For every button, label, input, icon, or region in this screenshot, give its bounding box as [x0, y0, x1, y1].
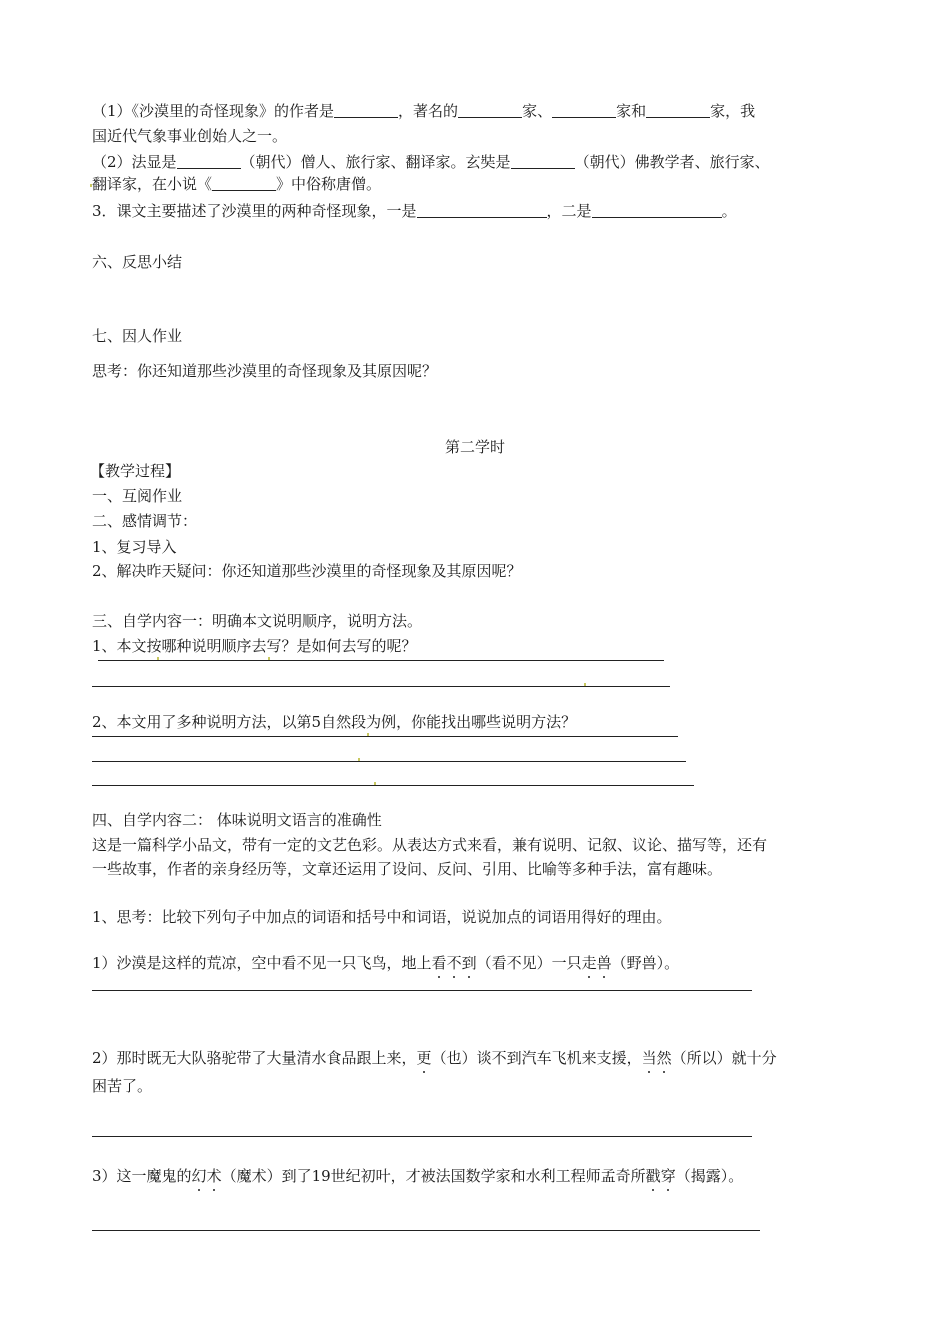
example-1-text-b: （看不见）一只 — [476, 954, 582, 972]
dotted-word: 术 — [206, 1167, 222, 1185]
answer-line[interactable] — [92, 990, 752, 991]
question-2-text-e: 》中俗称唐僧。 — [276, 175, 382, 193]
answer-line[interactable] — [98, 660, 664, 661]
example-sentence-1 — [92, 953, 679, 973]
example-3-text-b: （魔术）到了19世纪初叶，才被法国数学家和水利工程师孟奇所 — [221, 1167, 646, 1185]
answer-blank-author[interactable] — [334, 101, 398, 118]
dotted-word: 看 — [431, 954, 447, 972]
section-3-question-1: 1、本文按哪种说明顺序去写？是如何去写的呢？ — [92, 637, 417, 655]
answer-blank-field-1[interactable] — [458, 101, 522, 118]
answer-blank-phenomenon-2[interactable] — [592, 201, 722, 218]
question-3-text-b: ，二是 — [546, 202, 592, 220]
dotted-word: 到 — [461, 954, 477, 972]
dotted-word: 当 — [641, 1049, 657, 1067]
section-2-item-1: 1、复习导入 — [92, 538, 177, 556]
scan-mark — [268, 657, 270, 660]
example-sentence-2-line-2: 困苦了。 — [92, 1077, 153, 1095]
question-2-line-1 — [92, 152, 770, 172]
example-3-text-a: 3）这一魔鬼的 — [92, 1167, 192, 1185]
dotted-word: 穿 — [660, 1167, 676, 1185]
dotted-word: 戳 — [645, 1167, 661, 1185]
section-homework-heading: 七、因人作业 — [92, 327, 183, 345]
question-2-text-d: 翻译家，在小说《 — [92, 175, 213, 193]
example-2-text-b: （也）谈不到汽车飞机来支援， — [431, 1049, 642, 1067]
scan-mark — [367, 733, 369, 736]
section-4-heading: 四、自学内容二： 体味说明文语言的准确性 — [92, 811, 382, 829]
answer-line[interactable] — [92, 785, 694, 786]
question-1-line-2: 国近代气象事业创始人之一。 — [92, 127, 288, 145]
dotted-word: 幻 — [191, 1167, 207, 1185]
section-reflection-heading: 六、反思小结 — [92, 253, 183, 271]
example-sentence-2 — [92, 1048, 777, 1068]
question-3-text-a: 3．课文主要描述了沙漠里的两种奇怪现象，一是 — [92, 202, 417, 220]
question-1-text-b: ，著名的 — [398, 102, 459, 120]
question-2-text-a: （2）法显是 — [92, 153, 177, 171]
dotted-word: 走 — [581, 954, 597, 972]
answer-line[interactable] — [92, 686, 670, 687]
example-2-text-c: （所以）就十分 — [671, 1049, 777, 1067]
answer-line[interactable] — [92, 1136, 752, 1137]
question-2-line-2 — [92, 174, 381, 194]
answer-blank-novel-title[interactable] — [212, 174, 276, 191]
scan-mark — [90, 184, 92, 187]
question-1-text-e: 家，我 — [710, 102, 756, 120]
example-1-text-a: 1）沙漠是这样的荒凉，空中看不见一只飞鸟，地上 — [92, 954, 432, 972]
dotted-word: 更 — [416, 1049, 432, 1067]
section-3-question-2: 2、本文用了多种说明方法，以第5自然段为例，你能找出哪些说明方法？ — [92, 713, 577, 731]
answer-line[interactable] — [92, 761, 686, 762]
answer-blank-faxian-dynasty[interactable] — [177, 152, 241, 169]
scan-mark — [374, 782, 376, 785]
dotted-word: 然 — [656, 1049, 672, 1067]
answer-blank-xuanzang-dynasty[interactable] — [511, 152, 575, 169]
example-sentence-3 — [92, 1166, 743, 1186]
dotted-word: 不 — [446, 954, 462, 972]
section-4-paragraph-line-1: 这是一篇科学小品文，带有一定的文艺色彩。从表达方式来看，兼有说明、记叙、议论、描写等，还有 — [92, 836, 768, 854]
answer-blank-phenomenon-1[interactable] — [417, 201, 547, 218]
answer-line[interactable] — [92, 736, 678, 737]
section-2-heading: 二、感情调节： — [92, 512, 198, 530]
lesson-2-title: 第二学时 — [444, 438, 505, 456]
answer-blank-field-2[interactable] — [552, 101, 616, 118]
scan-mark — [358, 758, 360, 761]
scan-mark — [584, 683, 586, 686]
section-4-paragraph-line-2: 一些故事，作者的亲身经历等，文章还运用了设问、反问、引用、比喻等多种手法，富有趣味。 — [92, 860, 723, 878]
question-1-text-d: 家和 — [616, 102, 647, 120]
question-2-text-c: （朝代）佛教学者、旅行家、 — [574, 153, 770, 171]
question-1-line-1 — [92, 101, 755, 121]
example-1-text-c: （野兽）。 — [611, 954, 680, 972]
example-3-text-c: （揭露）。 — [675, 1167, 744, 1185]
question-2-text-b: （朝代）僧人、旅行家、翻译家。玄奘是 — [240, 153, 511, 171]
answer-line[interactable] — [92, 1230, 760, 1231]
section-2-item-2: 2、解决昨天疑问：你还知道那些沙漠里的奇怪现象及其原因呢？ — [92, 562, 522, 580]
answer-blank-field-3[interactable] — [646, 101, 710, 118]
scan-mark — [157, 657, 159, 660]
teaching-process-heading: 【教学过程】 — [90, 462, 181, 480]
homework-question: 思考：你还知道那些沙漠里的奇怪现象及其原因呢？ — [92, 362, 438, 380]
question-1-text-c: 家、 — [522, 102, 553, 120]
section-1-heading: 一、互阅作业 — [92, 487, 183, 505]
example-2-text-a: 2）那时既无大队骆驼带了大量清水食品跟上来， — [92, 1049, 417, 1067]
question-3-line — [92, 201, 737, 221]
section-4-question: 1、思考：比较下列句子中加点的词语和括号中和词语，说说加点的词语用得好的理由。 — [92, 908, 672, 926]
question-1-text-a: （1）《沙漠里的奇怪现象》的作者是 — [92, 102, 335, 120]
question-3-text-c: 。 — [721, 202, 737, 220]
section-3-heading: 三、自学内容一：明确本文说明顺序，说明方法。 — [92, 612, 423, 630]
dotted-word: 兽 — [596, 954, 612, 972]
